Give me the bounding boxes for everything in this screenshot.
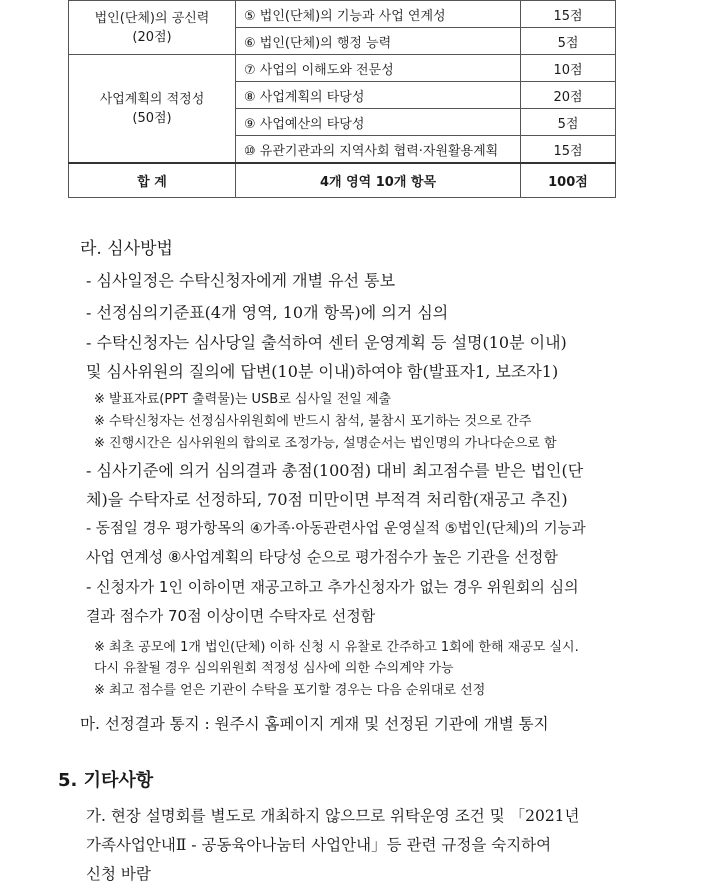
points-cell: 5점 <box>521 28 616 55</box>
other-line: 가족사업안내Ⅱ - 공동육아나눔터 사업안내」등 관련 규정을 숙지하여 <box>86 836 552 854</box>
review-note: ※ 수탁신청자는 선정심사위원회에 반드시 참석, 불참시 포기하는 것으로 간주 <box>94 414 532 429</box>
review-heading: 라. 심사방법 <box>80 239 173 259</box>
review-note: ※ 진행시간은 심사위원의 합의로 조정가능, 설명순서는 법인명의 가나다순으로 함 <box>94 436 557 451</box>
review-note: 다시 유찰될 경우 심의위원회 적정성 심사에 의한 수의계약 가능 <box>94 661 454 676</box>
review-line: - 수탁신청자는 심사당일 출석하여 센터 운영계획 등 설명(10분 이내) <box>86 333 567 352</box>
points-cell: 15점 <box>521 1 616 28</box>
review-note: ※ 최고 점수를 얻은 기관이 수탁을 포기할 경우는 다음 순위대로 선정 <box>94 683 486 698</box>
review-line: 결과 점수가 70점 이상이면 수탁자로 선정함 <box>86 607 376 625</box>
points-cell: 20점 <box>521 82 616 109</box>
result-notice: 마. 선정결과 통지 : 원주시 홈페이지 게재 및 선정된 기관에 개별 통지 <box>80 715 549 733</box>
total-points: 100점 <box>521 163 616 198</box>
item-cell: ⑨ 사업예산의 타당성 <box>236 109 521 136</box>
item-cell: ⑤ 법인(단체)의 기능과 사업 연계성 <box>236 1 521 28</box>
review-note: ※ 발표자료(PPT 출력물)는 USB로 심사일 전일 제출 <box>94 392 392 407</box>
other-line: 신청 바람 <box>86 865 151 883</box>
review-line: - 선정심의기준표(4개 영역, 10개 항목)에 의거 심의 <box>86 303 449 322</box>
item-cell: ⑦ 사업의 이해도와 전문성 <box>236 55 521 82</box>
section-heading: 5. 기타사항 <box>58 770 154 791</box>
review-line: - 심사기준에 의거 심의결과 총점(100점) 대비 최고점수를 받은 법인(단 <box>86 461 584 480</box>
review-line: - 신청자가 1인 이하이면 재공고하고 추가신청자가 없는 경우 위원회의 심의 <box>86 578 579 596</box>
item-cell: ⑥ 법인(단체)의 행정 능력 <box>236 28 521 55</box>
other-line: 가. 현장 설명회를 별도로 개최하지 않으므로 위탁운영 조건 및 「2021년 <box>86 807 580 825</box>
score-table <box>68 0 616 198</box>
points-cell: 10점 <box>521 55 616 82</box>
total-summary: 4개 영역 10개 항목 <box>236 163 521 198</box>
review-line: - 심사일정은 수탁신청자에게 개별 유선 통보 <box>86 271 396 290</box>
review-line: 사업 연계성 ⑧사업계획의 타당성 순으로 평가점수가 높은 기관을 선정함 <box>86 548 558 566</box>
review-line: 체)을 수탁자로 선정하되, 70점 미만이면 부적격 처리함(재공고 추진) <box>86 490 568 509</box>
points-cell: 15점 <box>521 136 616 164</box>
points-cell: 5점 <box>521 109 616 136</box>
category-cell <box>69 55 236 164</box>
review-line: - 동점일 경우 평가항목의 ④가족·아동관련사업 운영실적 ⑤법인(단체)의 기능과 <box>86 521 586 537</box>
item-cell: ⑧ 사업계획의 타당성 <box>236 82 521 109</box>
table-row <box>69 55 616 82</box>
total-label: 합 계 <box>69 163 236 198</box>
category-label: 사업계획의 적정성 (50점) <box>99 91 205 126</box>
item-cell: ⑩ 유관기관과의 지역사회 협력·자원활용계획 <box>236 136 521 164</box>
category-label: 법인(단체)의 공신력 (20점) <box>94 10 210 45</box>
review-line: 및 심사위원의 질의에 답변(10분 이내)하여야 함(발표자1, 보조자1) <box>86 362 559 381</box>
review-note: ※ 최초 공모에 1개 법인(단체) 이하 신청 시 유찰로 간주하고 1회에 한해 재공모 실시. <box>94 640 579 655</box>
table-row <box>69 1 616 28</box>
total-row <box>69 163 616 198</box>
category-cell <box>69 1 236 55</box>
